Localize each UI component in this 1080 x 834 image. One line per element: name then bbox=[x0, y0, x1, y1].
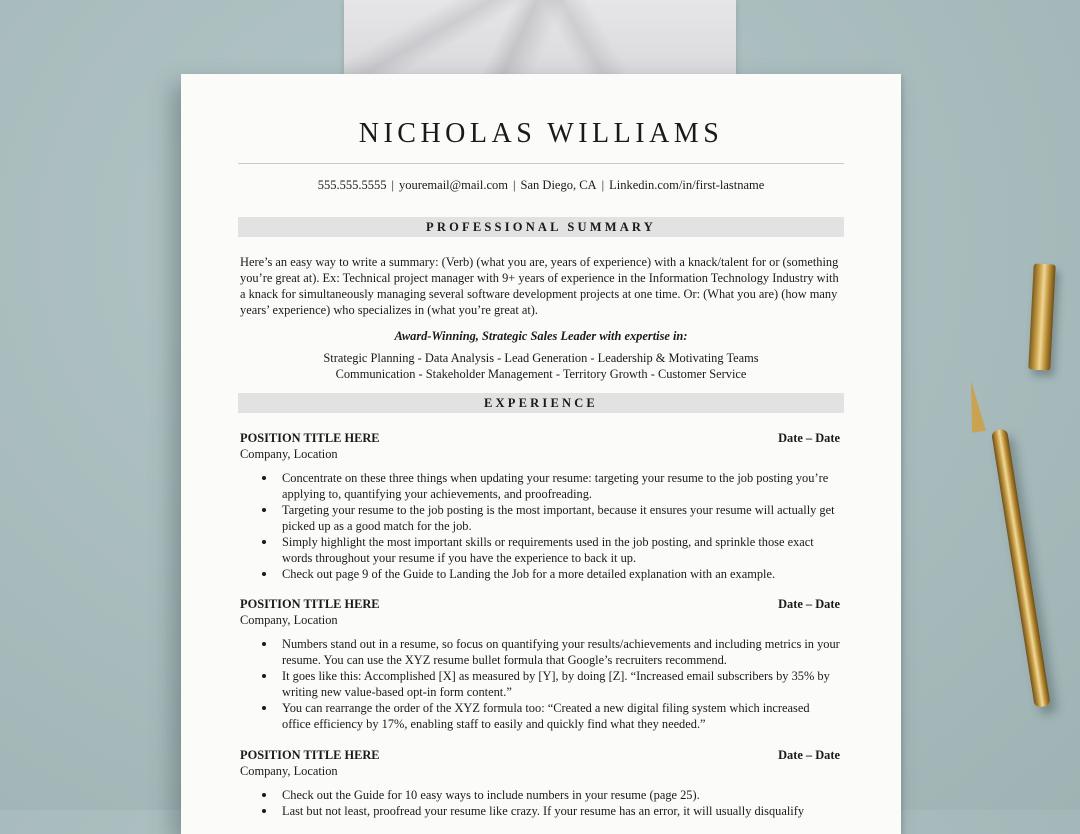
marble-backdrop bbox=[344, 0, 736, 80]
header-divider bbox=[238, 163, 844, 164]
job-bullets bbox=[240, 787, 840, 819]
job-dates: Date – Date bbox=[778, 597, 840, 611]
job-entry bbox=[240, 596, 840, 732]
pen-tip bbox=[964, 379, 986, 433]
expertise-tagline: Award-Winning, Strategic Sales Leader with expertise in: bbox=[394, 329, 688, 343]
skills-block bbox=[181, 350, 901, 382]
resume-name: NICHOLAS WILLIAMS bbox=[358, 118, 724, 149]
job-dates: Date – Date bbox=[778, 431, 840, 445]
contact-phone: 555.555.5555 bbox=[317, 178, 387, 192]
skills-line: Strategic Planning - Data Analysis - Lead Generation - Leadership & Motivating Teams bbox=[323, 351, 759, 365]
job-bullet: It goes like this: Accomplished [X] as measured by [Y], by doing [Z]. “Increased email subscribers by 35% by writing new value-based opt-in form content.” bbox=[240, 668, 840, 700]
job-company: Company, Location bbox=[240, 447, 338, 461]
skills-line: Communication - Stakeholder Management - Territory Growth - Customer Service bbox=[335, 367, 747, 381]
contact-email: youremail@mail.com bbox=[398, 178, 509, 192]
contact-linkedin: Linkedin.com/in/first-lastname bbox=[609, 178, 765, 192]
pen-body bbox=[991, 429, 1051, 708]
job-dates: Date – Date bbox=[778, 748, 840, 762]
job-bullet: Concentrate on these three things when updating your resume: targeting your resume to the job posting you’re applying to, quantifying your achievements, and proofreading. bbox=[240, 470, 840, 502]
summary-paragraph: Here’s an easy way to write a summary: (Verb) (what you are, years of experience) with a knack/talent for or (something you’re great at). Ex: Technical project manager with 9+ years of experience in the Information Technology Industry with a knack for simultaneously managing several software development projects at one time. Or: (What you are) (how many years’ experience) who specializes in (what you’re great at). bbox=[240, 255, 839, 317]
contact-location: San Diego, CA bbox=[520, 178, 597, 192]
section-heading-experience: EXPERIENCE bbox=[238, 393, 844, 413]
job-bullet: Simply highlight the most important skills or requirements used in the job posting, and sprinkle those exact words throughout your resume if you have the experience to back it up. bbox=[240, 534, 840, 566]
job-bullets bbox=[240, 636, 840, 732]
job-entry bbox=[240, 430, 840, 582]
job-bullet: Targeting your resume to the job posting is the most important, because it ensures your resume will actually get picked up as a good match for the job. bbox=[240, 502, 840, 534]
pen-cap bbox=[1028, 263, 1056, 370]
job-header bbox=[240, 430, 840, 446]
job-title: POSITION TITLE HERE bbox=[240, 597, 380, 611]
job-bullet: Check out page 9 of the Guide to Landing the Job for a more detailed explanation with an example. bbox=[240, 566, 840, 582]
contact-separator: | bbox=[513, 178, 516, 192]
contact-separator: | bbox=[391, 178, 394, 192]
job-entry bbox=[240, 747, 840, 819]
job-company: Company, Location bbox=[240, 613, 338, 627]
job-header bbox=[240, 747, 840, 763]
job-bullets bbox=[240, 470, 840, 582]
resume-page bbox=[181, 74, 901, 834]
contact-line bbox=[181, 178, 901, 193]
job-bullet: You can rearrange the order of the XYZ formula too: “Created a new digital filing system which increased office efficiency by 17%, enabling staff to easily and quickly find what they needed.” bbox=[240, 700, 840, 732]
job-header bbox=[240, 596, 840, 612]
section-heading-summary: PROFESSIONAL SUMMARY bbox=[238, 217, 844, 237]
job-title: POSITION TITLE HERE bbox=[240, 431, 380, 445]
job-bullet: Check out the Guide for 10 easy ways to include numbers in your resume (page 25). bbox=[240, 787, 840, 803]
job-bullet: Last but not least, proofread your resume like crazy. If your resume has an error, it will usually disqualify bbox=[240, 803, 840, 819]
contact-separator: | bbox=[601, 178, 605, 192]
job-company: Company, Location bbox=[240, 764, 338, 778]
job-bullet: Numbers stand out in a resume, so focus on quantifying your results/achievements and including metrics in your resume. You can use the XYZ resume bullet formula that Google’s recruiters recommend. bbox=[240, 636, 840, 668]
job-title: POSITION TITLE HERE bbox=[240, 748, 380, 762]
